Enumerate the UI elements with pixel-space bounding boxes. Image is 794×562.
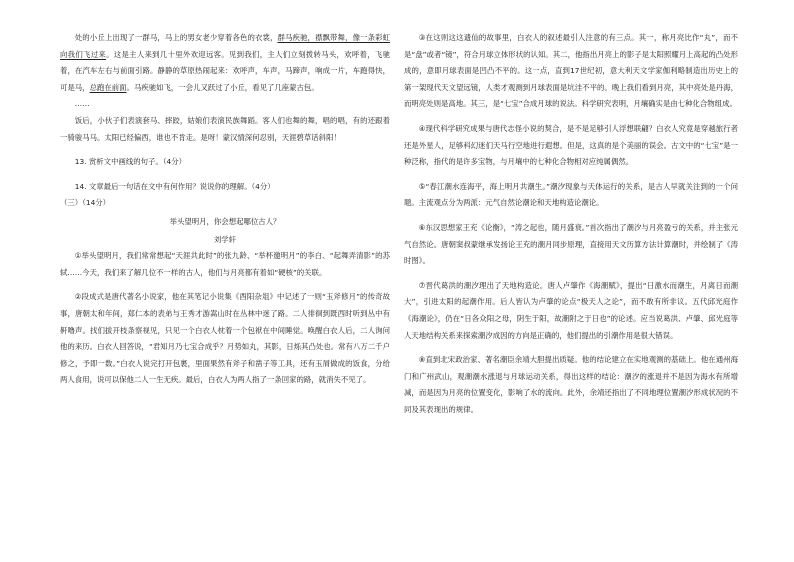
section-heading: （三）（14分） xyxy=(60,198,111,208)
right-column xyxy=(404,30,738,418)
article-author: 刘学轩 xyxy=(213,234,237,244)
reading-paragraph: ⑤“春江潮水连海平，海上明月共潮生。”潮汐现象与天体运行的关系，是古人早就关注到的一个问题。主流观点分为两派：元气自然论潮论和天地构造论潮论。 xyxy=(404,181,738,208)
reading-paragraph: ①举头望明月，我们常常想起“天涯共此时”的张九龄、“举杯邀明月”的李白、“起舞弄清影”的苏轼……今天，我们来了解几位不一样的古人，他们与月亮都有着如“硬核”的关联。 xyxy=(60,251,390,277)
paragraph-text: 。马疾驰如飞，一会儿又跃过了小丘，看见了几座蒙古包。 xyxy=(126,82,319,92)
question-13: 13. 赏析文中画线的句子。（4分） xyxy=(74,157,186,167)
left-column xyxy=(60,30,390,389)
reading-paragraph: ④现代科学研究成果与唐代志怪小说的契合，是不是足够引人浮想联翩？白衣人究竟是穿越旅行者还是外星人，足够科幻迷们天马行空地进行遐想。但是，这真的是个美丽的误会。古文中的“七宝”是一种泛称，指代的是许多宝物，与月壤中的七种化合物相对应纯属偶然。 xyxy=(404,123,738,167)
reading-paragraph: ⑥东汉思想家王充《论衡》，“涛之起也，随月盛衰。”首次指出了潮汐与月亮盈亏的关系，并主张元气自然论。唐朝窦叔蒙继承发扬论王充的潮月同步原理，直接用天文历算方法计算潮时，并绘制了《涛时图》。 xyxy=(404,222,738,266)
underlined-sentence: 总跑在前面 xyxy=(89,82,127,92)
reading-paragraph: ②段成式是唐代著名小说家，他在其笔记小说集《酉阳杂俎》中记述了一则“玉斧修月”的传奇故事，唐朝太和年间，郑仁本的表弟与王秀才游嵩山时在丛林中迷了路。二人徘徊到既西时听到丛中有鼾噜声。找们拔开枝条察视见，只见一个白衣人枕着一个包袱在中间睡觉。唤醒白衣人后，二人询问他的来历。白衣人回答说，“君知月乃七宝合成乎？月势如丸，其影，日烁其凸处也。常有八万二千户修之，予即一数。”白衣人说完打开包裹，里面果然有斧子和凿子等工具，还有玉屑做成的饭食，分给两人食用，说可以保他二人一生无疾。最后，白衣人为两人指了一条回家的路，就消失不见了。 xyxy=(60,292,390,385)
ellipsis: …… xyxy=(74,99,90,109)
question-14: 14. 文章最后一句话在文中有何作用？说说你的理解。（4分） xyxy=(74,181,275,191)
reading-paragraph xyxy=(60,30,390,96)
reading-paragraph: ⑦晋代葛洪的潮汐理出了天地构造论。唐人卢肇作《海潮赋》，提出“日激水而潮生，月离日而潮大”，引进太阳的起潮作用。后人皆认为卢肇的论点“极天人之论”，而不敢有所非议。五代邱光庭作《海潮论》，仍在“日各众阳之母，阴生于阳，故潮附之于日也”的论述。应当说葛洪、卢肇、邱光庭等人天地结构关系来探索潮汐成因的方向是正确的，他们提出的引潮作用是很大错误。 xyxy=(404,280,738,340)
reading-paragraph: 饭后，小伙子们表演套马、摔跤，姑娘们表演民族舞蹈。客人们也舞的舞，唱的唱，有的还跟着一骑骏马马。太阳已经偏西，谁也不肯走。是呀！蒙汉情深何忍别，天涯碧草话斜阳！ xyxy=(60,115,390,142)
article-title: 举头望明月，你会想起哪位古人？ xyxy=(169,216,281,226)
underlined-sentence: 群马疾驰，襟飘带舞，像一条彩虹向我们飞过来 xyxy=(60,33,390,59)
paragraph-text: 。这是主人来到几十里外欢迎远客。见到我们，主人们立刻拨转马头，欢呼着，飞驰着，在汽车左右与前面引路。静静的草原热闹起来：欢呼声，车声，马蹄声，响成一片，车跑得快，可是马， xyxy=(60,49,390,92)
paragraph-text: 处的小丘上出现了一群马，马上的男女老少穿着各色的衣裳， xyxy=(74,33,278,42)
reading-paragraph: ⑧直到北宋政治家、著名潮臣余靖大胆提出质疑。他的结论建立在实地观测的基础上。他在通州海门和广州武山，观潮潮水涨退与月球运动关系，得出这样的结论：潮汐的涨退并不是因为海水有所增减，而是因为月亮的位置变化，影响了水的流向。此外，余靖还指出了不同地理位置潮汐形成状况的不同及其表现出的规律。 xyxy=(404,355,738,414)
reading-paragraph: ③在这则这这遗仙的故事里，白衣人的叙述最引人注意的有三点。其一，称月亮比作“丸”，而不是“盘”或者“镜”，符合月球立体形状的认知。其二，他指出月亮上的影子是太阳照耀月上高起的凸处形成的，意即月球表面是凹凸不平的。这一点，直到17世纪初，意大利天文学家伽利略制造出历史上的第一架现代天文望远镜，人类才观测到月球表面是坑洼不平的。晚上我们看到月亮，其中亮处是丹海，而明亮处则是高地。其三，是“七宝”合成月球的说法。科学研究表明，月壤确实是由七种化合物组成。 xyxy=(404,33,738,109)
